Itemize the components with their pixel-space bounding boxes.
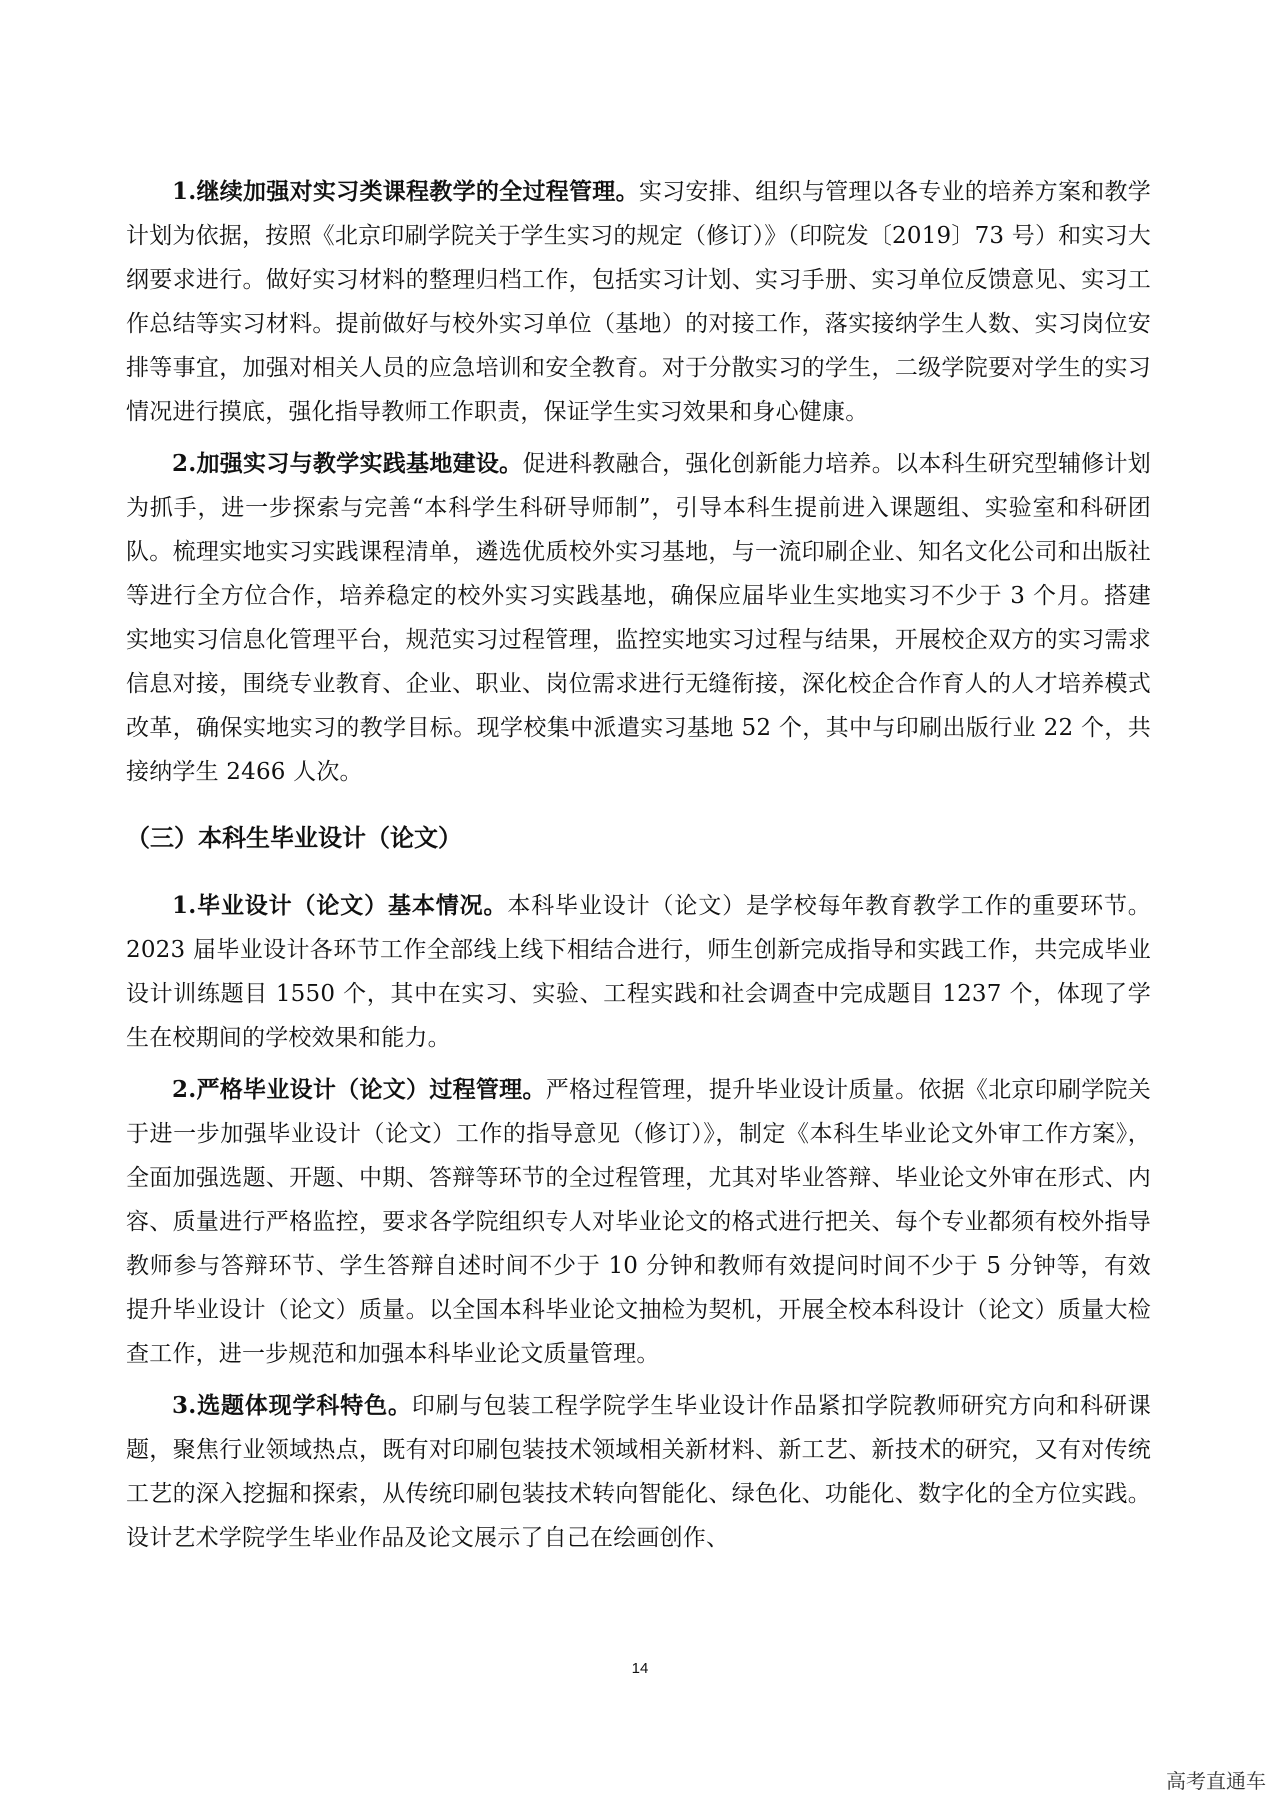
paragraph-lead: 2.加强实习与教学实践基地建设。 [172, 450, 523, 477]
paragraph-body: 印刷与包装工程学院学生毕业设计作品紧扣学院教师研究方向和科研课题，聚焦行业领域热点，既有对印刷包装技术领域相关新材料、新工艺、新技术的研究，又有对传统工艺的深入挖掘和探索，从传统印刷包装技术转向智能化、绿色化、功能化、数字化的全方位实践。设计艺术学院学生毕业作品及论文展示了自己在绘画创作、 [126, 1393, 1151, 1551]
paragraph-internship-management [126, 170, 1151, 434]
paragraph-body: 严格过程管理，提升毕业设计质量。依据《北京印刷学院关于进一步加强毕业设计（论文）工作的指导意见（修订）》，制定《本科生毕业论文外审工作方案》，全面加强选题、开题、中期、答辩等环节的全过程管理，尤其对毕业答辩、毕业论文外审在形式、内容、质量进行严格监控，要求各学院组织专人对毕业论文的格式进行把关、每个专业都须有校外指导教师参与答辩环节、学生答辩自述时间不少于 10 分钟和教师有效提问时间不少于 5 分钟等，有效提升毕业设计（论文）质量。以全国本科毕业论文抽检为契机，开展全校本科设计（论文）质量大检查工作，进一步规范和加强本科毕业论文质量管理。 [126, 1077, 1151, 1367]
paragraph-body: 本科毕业设计（论文）是学校每年教育教学工作的重要环节。2023 届毕业设计各环节工作全部线上线下相结合进行，师生创新完成指导和实践工作，共完成毕业设计训练题目 1550 个，其中在实习、实验、工程实践和社会调查中完成题目 1237 个，体现了学生在校期间的学校效果和能力。 [126, 893, 1152, 1051]
paragraph-lead: 1.毕业设计（论文）基本情况。 [172, 892, 508, 919]
paragraph-lead: 2.严格毕业设计（论文）过程管理。 [172, 1076, 546, 1103]
watermark-text: 高考直通车 [1166, 1769, 1266, 1793]
paragraph-topic-selection [126, 1384, 1151, 1560]
paragraph-body: 促进科教融合，强化创新能力培养。以本科生研究型辅修计划为抓手，进一步探索与完善“本科学生科研导师制”，引导本科生提前进入课题组、实验室和科研团队。梳理实地实习实践课程清单，遴选优质校外实习基地，与一流印刷企业、知名文化公司和出版社等进行全方位合作，培养稳定的校外实习实践基地，确保应届毕业生实地实习不少于 3 个月。搭建实地实习信息化管理平台，规范实习过程管理，监控实地实习过程与结果，开展校企双方的实习需求信息对接，围绕专业教育、企业、职业、岗位需求进行无缝衔接，深化校企合作育人的人才培养模式改革，确保实地实习的教学目标。现学校集中派遣实习基地 52 个，其中与印刷出版行业 22 个，共接纳学生 2466 人次。 [126, 451, 1151, 785]
page-number: 14 [631, 1660, 649, 1677]
paragraph-graduation-overview [126, 884, 1151, 1060]
paragraph-practice-base [126, 442, 1151, 794]
document-body [126, 170, 1151, 1568]
paragraph-lead: 3.选题体现学科特色。 [172, 1392, 412, 1419]
paragraph-process-management [126, 1068, 1151, 1376]
paragraph-lead: 1.继续加强对实习类课程教学的全过程管理。 [172, 178, 639, 205]
paragraph-body: 实习安排、组织与管理以各专业的培养方案和教学计划为依据，按照《北京印刷学院关于学生实习的规定（修订）》（印院发〔2019〕73 号）和实习大纲要求进行。做好实习材料的整理归档工作，包括实习计划、实习手册、实习单位反馈意见、实习工作总结等实习材料。提前做好与校外实习单位（基地）的对接工作，落实接纳学生人数、实习岗位安排等事宜，加强对相关人员的应急培训和安全教育。对于分散实习的学生，二级学院要对学生的实习情况进行摸底，强化指导教师工作职责，保证学生实习效果和身心健康。 [126, 179, 1151, 425]
section-heading: （三）本科生毕业设计（论文） [126, 824, 462, 852]
